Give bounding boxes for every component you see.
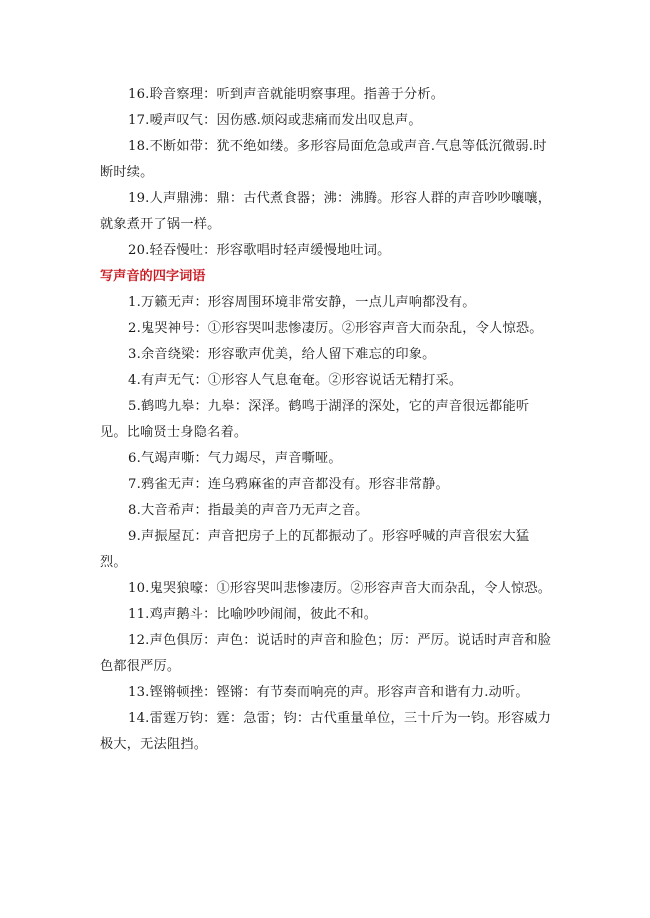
idiom-entry: 8.大音希声：指最美的声音乃无声之音。 (128, 503, 369, 518)
idiom-entry: 20.轻吞慢吐：形容歌唱时轻声缓慢地吐词。 (128, 243, 391, 258)
idiom-entry: 14.雷霆万钧：霆：急雷；钧：古代重量单位，三十斤为一钧。形容威力极大，无法阻挡。 (100, 711, 552, 752)
idiom-entry: 18.不断如带：犹不绝如缕。多形容局面危急或声音.气息等低沉微弱.时断时续。 (100, 139, 547, 180)
idiom-entry: 12.声色俱厉：声色：说话时的声音和脸色；厉：严厉。说话时声音和脸色都很严厉。 (100, 633, 552, 674)
idiom-entry: 16.聆音察理：听到声音就能明察事理。指善于分析。 (128, 87, 445, 102)
idiom-entry: 1.万籁无声：形容周围环境非常安静，一点儿声响都没有。 (128, 295, 476, 310)
idiom-entry: 13.铿锵顿挫：铿锵：有节奏而响亮的声。形容声音和谐有力.动听。 (128, 685, 529, 700)
idiom-entry: 11.鸡声鹅斗：比喻吵吵闹闹，彼此不和。 (128, 607, 378, 622)
section-heading: 写声音的四字词语 (100, 269, 206, 284)
idiom-entry: 4.有声无气：①形容人气息奄奄。②形容说话无精打采。 (128, 373, 463, 388)
idiom-entry: 5.鹤鸣九皋：九皋：深泽。鹤鸣于湖泽的深处，它的声音很远都能听见。比喻贤士身隐名着。 (100, 399, 530, 440)
idiom-entry: 3.余音绕梁：形容歌声优美，给人留下难忘的印象。 (128, 347, 436, 362)
idiom-entry: 19.人声鼎沸：鼎：古代煮食器；沸：沸腾。形容人群的声音吵吵嚷嚷，就象煮开了锅一样。 (100, 191, 552, 232)
idiom-entry: 7.鸦雀无声：连乌鸦麻雀的声音都没有。形容非常静。 (128, 477, 449, 492)
idiom-entry: 9.声振屋瓦：声音把房子上的瓦都振动了。形容呼喊的声音很宏大猛烈。 (100, 529, 530, 570)
idiom-entry: 17.嗳声叹气：因伤感.烦闷或悲痛而发出叹息声。 (128, 113, 422, 128)
document-page (100, 82, 555, 758)
idiom-entry: 2.鬼哭神号：①形容哭叫悲惨凄厉。②形容声音大而杂乱，令人惊恐。 (128, 321, 543, 336)
idiom-entry: 10.鬼哭狼嚎：①形容哭叫悲惨凄厉。②形容声音大而杂乱，令人惊恐。 (128, 581, 552, 596)
idiom-entry: 6.气竭声嘶：气力竭尽，声音嘶哑。 (128, 451, 342, 466)
